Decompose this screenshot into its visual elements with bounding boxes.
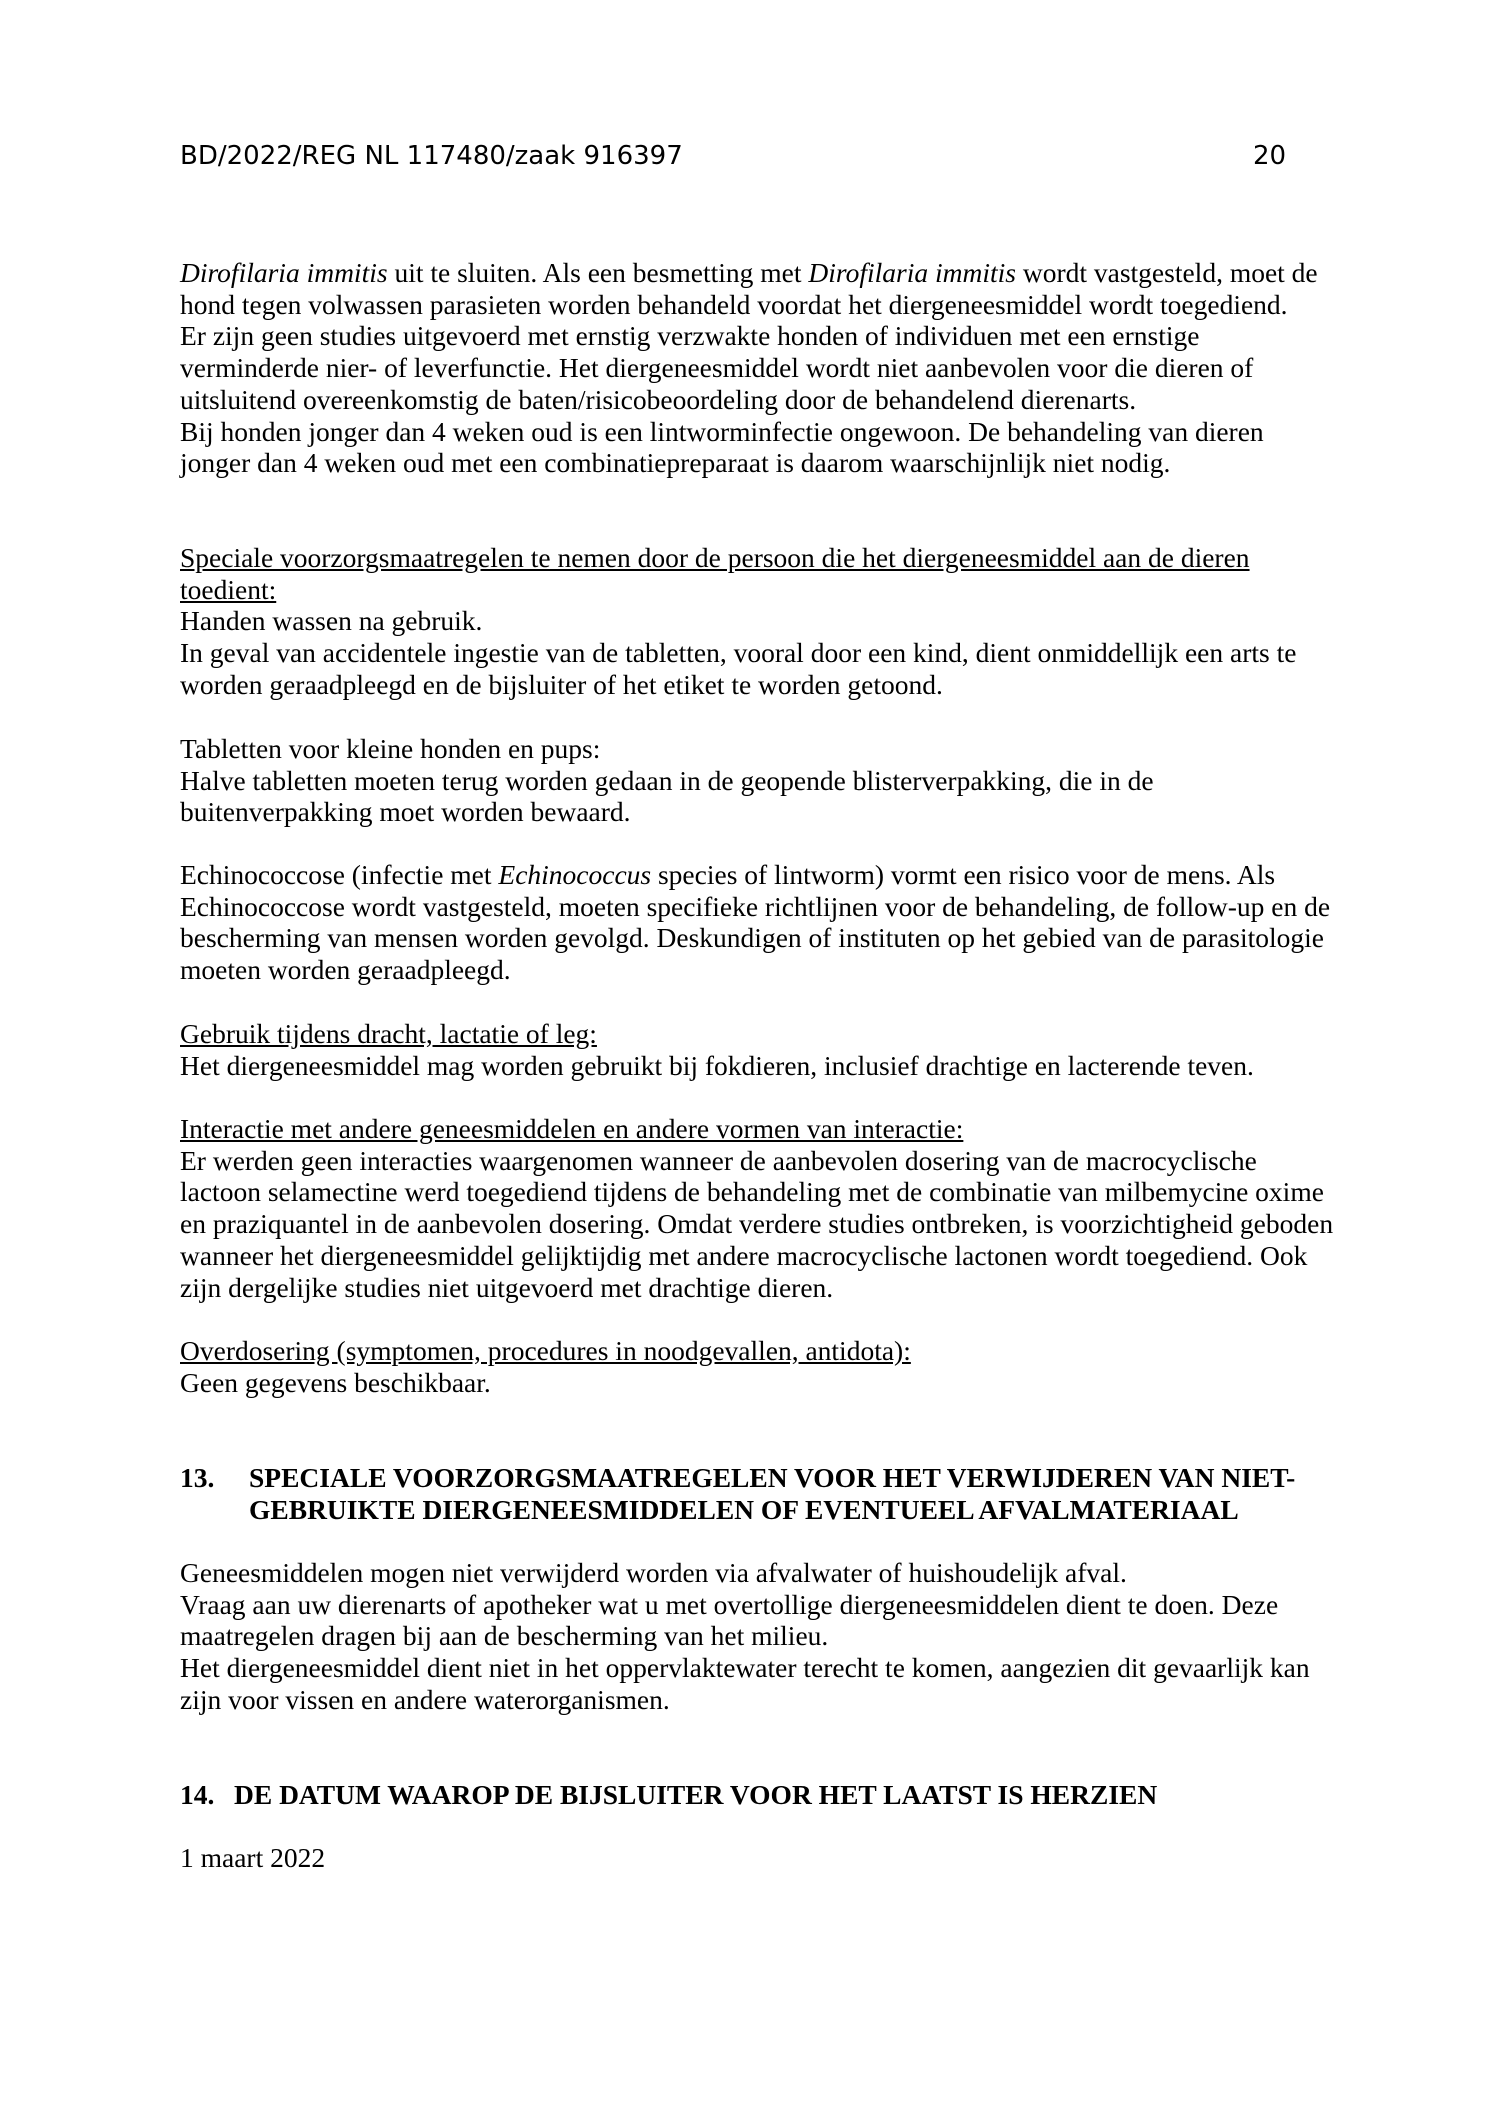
paragraph	[180, 765, 1335, 828]
text-run: Er zijn geen studies uitgevoerd met ernstig verzwakte honden of individuen met een ernstige verminderde nier- of leverfunctie. Het diergeneesmiddel wordt niet aanbevolen voor die dieren of uitsluitend overeenkomstig de baten/risicobeoordeling door de behandelend dierenarts.	[180, 320, 1254, 415]
text-run: 1 maart 2022	[180, 1842, 326, 1873]
text-run: wordt vastgesteld, moet de hond tegen volwassen parasieten worden behandeld voordat het diergeneesmiddel wordt toegediend.	[180, 257, 1318, 320]
paragraph	[180, 1589, 1335, 1652]
paragraph	[180, 733, 1335, 765]
numbered-heading	[180, 1779, 1335, 1811]
section-gebruik-dracht-lactatie	[180, 1018, 1335, 1081]
heading-number: 14.	[180, 1779, 215, 1810]
heading-text	[249, 1462, 1335, 1525]
italic-run: Echinococcus	[498, 859, 652, 890]
text-run: Gebruik tijdens dracht, lactatie of leg:	[180, 1018, 597, 1049]
text-run: Het diergeneesmiddel mag worden gebruikt bij fokdieren, inclusief drachtige en lacterende teven.	[180, 1049, 1254, 1081]
section-heading-14	[180, 1779, 1335, 1811]
text-run: In geval van accidentele ingestie van de tabletten, vooral door een kind, dient onmiddellijk een arts te worden geraadpleegd en de bijsluiter of het etiket te worden getoond.	[180, 637, 1297, 700]
section-speciale-voorzorgsmaatregelen-persoon	[180, 542, 1335, 701]
heading-number: 13.	[180, 1462, 215, 1493]
paragraph	[180, 1842, 1335, 1874]
numbered-heading	[180, 1462, 1335, 1525]
text-run: Vraag aan uw dierenarts of apotheker wat u met overtollige diergeneesmiddelen dient te doen. Deze maatregelen dragen bij aan de bescherming van het milieu.	[180, 1588, 1279, 1652]
text-run: Handen wassen na gebruik.	[180, 605, 483, 637]
paragraph	[180, 1050, 1335, 1082]
section-overdosering	[180, 1335, 1335, 1398]
text-run: Geneesmiddelen mogen niet verwijderd worden via afvalwater of huishoudelijk afval.	[180, 1557, 1127, 1588]
section-herzieningsdatum	[180, 1842, 1335, 1874]
section-heading-13	[180, 1462, 1335, 1525]
underlined-subheading	[180, 1113, 1335, 1145]
text-run: Halve tabletten moeten terug worden gedaan in de geopende blisterverpakking, die in de buitenverpakking moet worden bewaard.	[180, 764, 1154, 828]
underlined-subheading	[180, 1018, 1335, 1050]
paragraph	[180, 416, 1335, 479]
paragraph	[180, 257, 1335, 320]
text-run: Bij honden jonger dan 4 weken oud is een lintworminfectie ongewoon. De behandeling van dieren jonger dan 4 weken oud met een combinatiepreparaat is daarom waarschijnlijk niet nodig.	[180, 415, 1264, 479]
paragraph	[180, 1145, 1335, 1304]
text-run: Interactie met andere geneesmiddelen en andere vormen van interactie:	[180, 1113, 964, 1144]
underlined-subheading	[180, 542, 1335, 605]
paragraph	[180, 320, 1335, 415]
text-run: Speciale voorzorgsmaatregelen te nemen door de persoon die het diergeneesmiddel aan de dieren toedient:	[180, 542, 1250, 605]
paragraph	[180, 859, 1335, 986]
text-run: DE DATUM WAAROP DE BIJSLUITER VOOR HET LAATST IS HERZIEN	[234, 1779, 1158, 1810]
text-run: SPECIALE VOORZORGSMAATREGELEN VOOR HET VERWIJDEREN VAN NIET-GEBRUIKTE DIERGENEESMIDDELEN OF EVENTUEEL AFVALMATERIAAL	[249, 1462, 1296, 1525]
text-run: Echinococcose (infectie met	[180, 859, 499, 890]
section-echinococcose	[180, 859, 1335, 986]
text-run: uit te sluiten. Als een besmetting met	[387, 257, 809, 288]
paragraph	[180, 1557, 1335, 1589]
text-run: Er werden geen interacties waargenomen wanneer de aanbevolen dosering van de macrocyclische lactoon selamectine werd toegediend tijdens de behandeling met de combinatie van milbemycine oxime en praziquantel in de aanbevolen dosering. Omdat verdere studies ontbreken, is voorzichtigheid geboden wanneer het diergeneesmiddel gelijktijdig met andere macrocyclische lactonen wordt toegediend. Ook zijn dergelijke studies niet uitgevoerd met drachtige dieren.	[180, 1144, 1334, 1303]
italic-run: Dirofilaria immitis	[180, 257, 388, 288]
text-run: Geen gegevens beschikbaar.	[180, 1366, 491, 1398]
page-number: 20	[1253, 141, 1287, 171]
text-run: Tabletten voor kleine honden en pups:	[180, 733, 601, 764]
section-intro-dirofilaria	[180, 257, 1335, 479]
text-run: Overdosering (symptomen, procedures in noodgevallen, antidota):	[180, 1335, 911, 1366]
heading-text	[234, 1779, 1335, 1811]
underlined-subheading	[180, 1335, 1335, 1367]
section-tabletten-kleine-honden	[180, 733, 1335, 828]
italic-run: Dirofilaria immitis	[808, 257, 1016, 288]
section-afvalmateriaal-tekst	[180, 1557, 1335, 1716]
paragraph	[180, 1367, 1335, 1399]
section-interactie	[180, 1113, 1335, 1303]
text-run: Het diergeneesmiddel dient niet in het oppervlaktewater terecht te komen, aangezien dit gevaarlijk kan zijn voor vissen en andere waterorganismen.	[180, 1652, 1310, 1715]
document-reference-header: BD/2022/REG NL 117480/zaak 916397	[180, 141, 683, 171]
paragraph	[180, 1652, 1335, 1715]
paragraph	[180, 637, 1335, 700]
paragraph	[180, 605, 1335, 637]
text-run: species of lintworm) vormt een risico voor de mens. Als Echinococcose wordt vastgesteld, moeten specifieke richtlijnen voor de behandeling, de follow-up en de bescherming van mensen worden gevolgd. Deskundigen of instituten op het gebied van de parasitologie moeten worden geraadpleegd.	[180, 859, 1331, 986]
